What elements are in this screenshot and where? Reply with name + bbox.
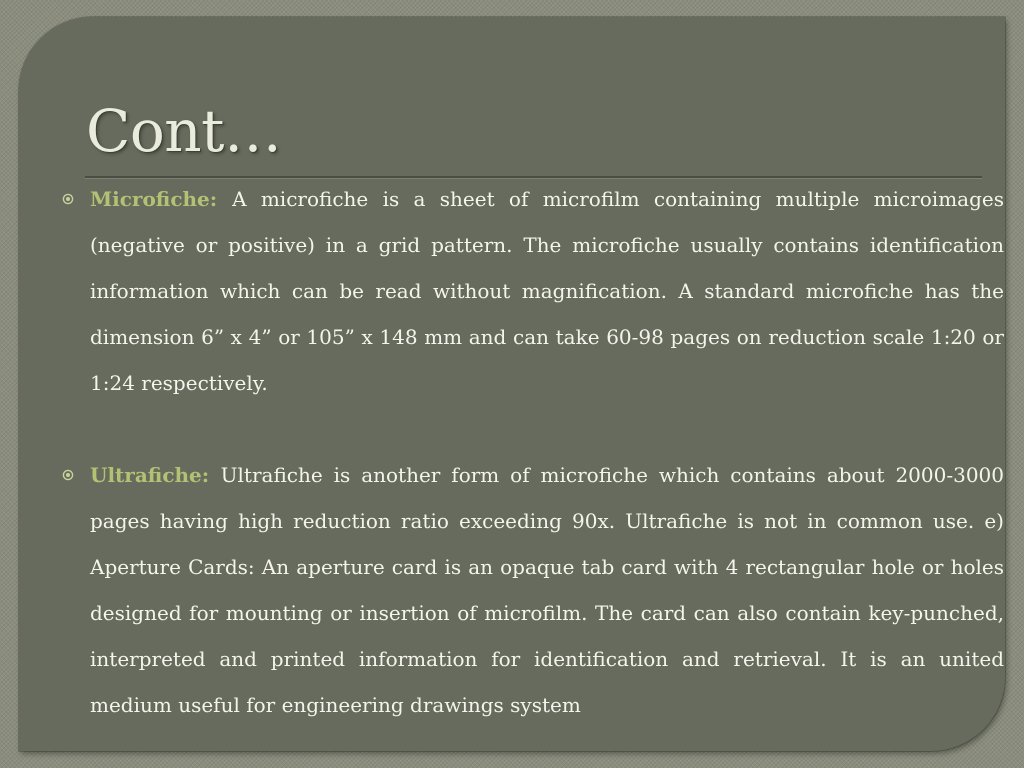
circled-dot-icon xyxy=(60,176,76,222)
bullet-text: A microfiche is a sheet of microfilm containing multiple microimages (negative or positive) in a grid pattern. The microfiche usually contains identification information which can be read without magnification. A standard microfiche has the dimension 6” x 4” or 105” x 148 mm and can take 60-98 pages on reduction scale 1:20 or 1:24 respectively. xyxy=(90,187,1004,395)
slide-panel xyxy=(19,17,1005,751)
slide-title: Cont… xyxy=(86,97,282,165)
circled-dot-icon xyxy=(60,452,76,498)
bullet-term: Ultrafiche: xyxy=(90,463,221,487)
bullet-term: Microfiche: xyxy=(90,187,233,211)
bullet-microfiche xyxy=(90,176,1004,406)
bullet-ultrafiche xyxy=(90,452,1004,728)
bullet-text: Ultrafiche is another form of microfiche which contains about 2000-3000 pages having high reduction ratio exceeding 90x. Ultrafiche is not in common use. e) Aperture Cards: An aperture card is an opaque tab card with 4 rectangular hole or holes designed for mounting or insertion of microfilm. The card can also contain key-punched, interpreted and printed information for identification and retrieval. It is an united medium useful for engineering drawings system xyxy=(90,463,1004,717)
